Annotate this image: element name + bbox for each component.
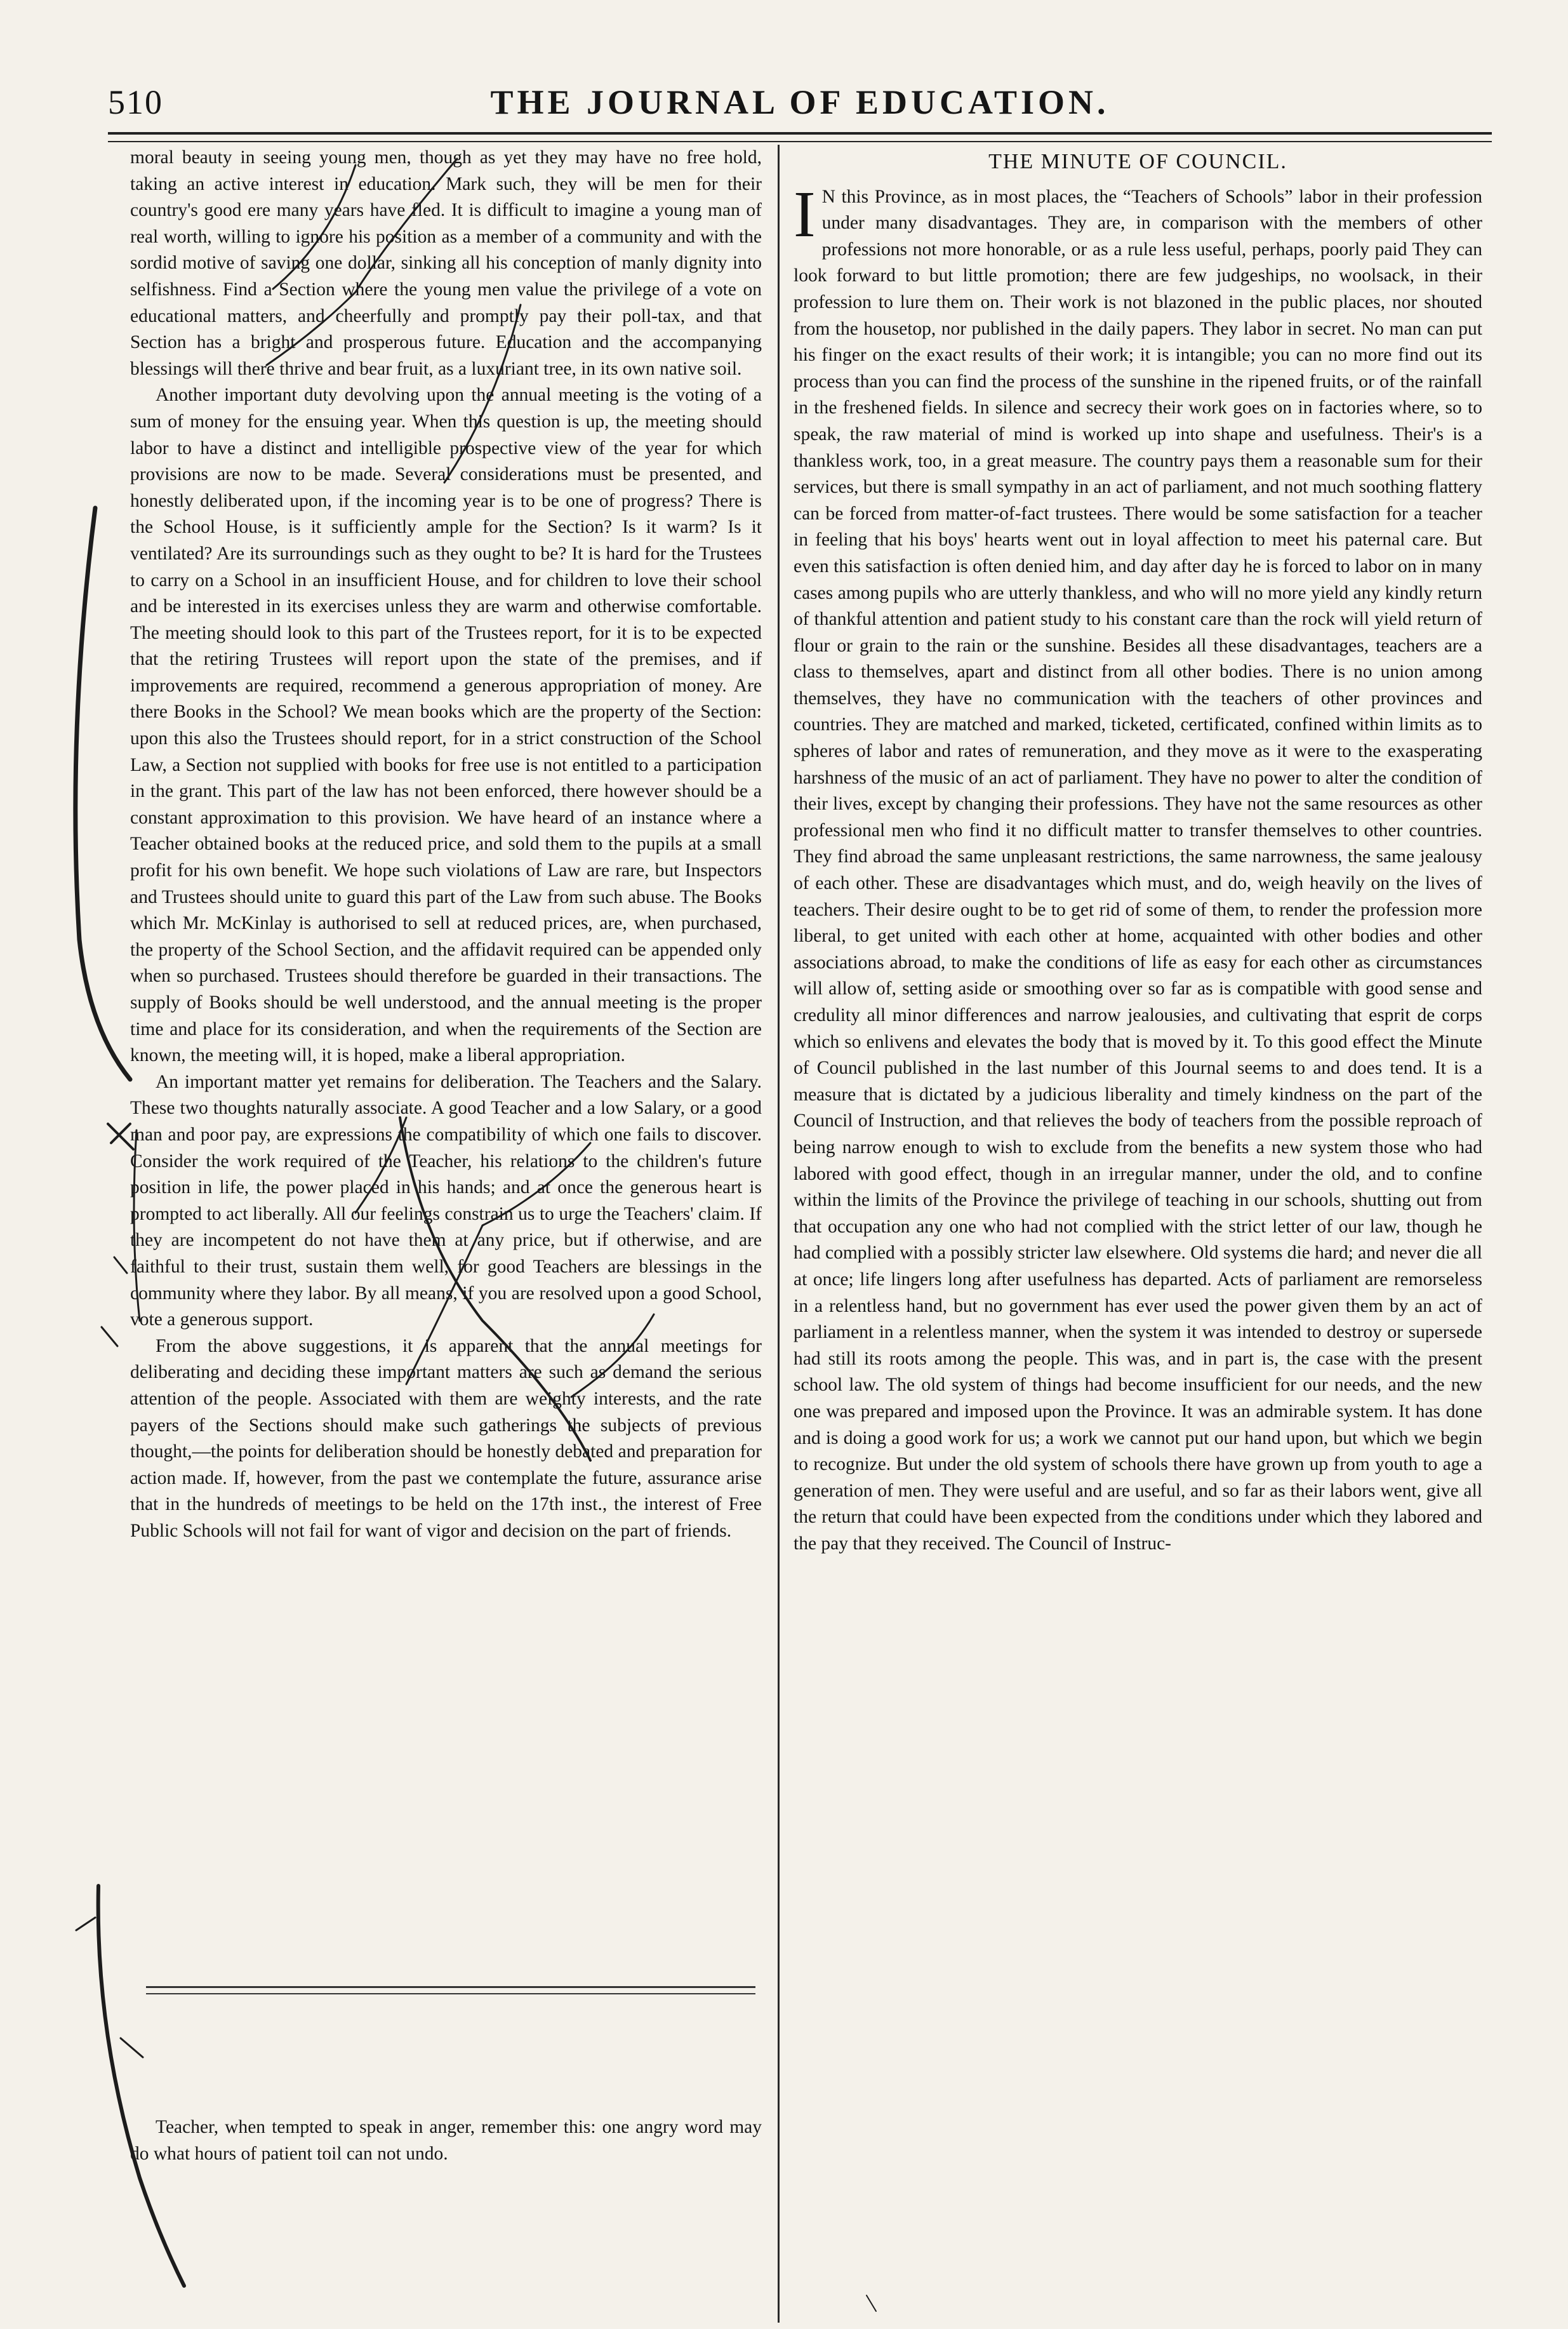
article-end-rule	[146, 1986, 755, 1994]
right-column	[794, 145, 1482, 1557]
article-paragraph: An important matter yet remains for deliberation. The Teachers and the Salary. These two thoughts naturally associate. A good Teacher and a low Salary, or a good man and poor pay, are expressions the compatibility of which one fails to discover. Consider the work required of the Teacher, his relations to the children's future position in life, the power placed in his hands; and at once the generous heart is prompted to act liberally. All our feelings constrain us to urge the Teachers' claim. If they are incompetent do not have them at any price, but if otherwise, and are faithful to their trust, sustain them well, for good Teachers are blessings in the community where they labor. By all means, if you are resolved upon a good School, vote a generous support.	[130, 1071, 762, 1330]
article-paragraph: moral beauty in seeing young men, though as yet they may have no free hold, taking an active interest in education. Mark such, they will be men for their country's good ere many years have fled. It is difficult to imagine a young man of real worth, willing to ignore his position as a member of a community and with the sordid motive of saving one dollar, sinking all his conception of manly dignity into selfishness. Find a Section where the young men value the privilege of a vote on educational matters, and cheerfully and promptly pay their poll-tax, and that Section has a bright and prosperous future. Education and the accompanying blessings will there thrive and bear fruit, as a luxuriant tree, in its own native soil.	[130, 147, 762, 379]
column-divider	[778, 145, 780, 2323]
article-paragraph: From the above suggestions, it is apparent that the annual meetings for deliberating and deciding these important matters are such as demand the serious attention of the people. Associated with them are weighty interests, and the rate payers of the Sections should make such gatherings the subjects of previous thought,—the points for deliberation should be honestly debated and preparation for action made. If, however, from the past we contemplate the future, assurance arise that in the hundreds of meetings to be held on the 17th inst., the interest of Free Public Schools will not fail for want of vigor and decision on the part of friends.	[130, 1335, 762, 1541]
left-column	[130, 145, 762, 1544]
dropcap-letter: I	[794, 177, 816, 251]
journal-title: THE JOURNAL OF EDUCATION.	[490, 83, 1110, 121]
footnote-text: Teacher, when tempted to speak in anger, remember this: one angry word may do what hours of patient toil can not undo.	[130, 2117, 762, 2164]
article-paragraph: Another important duty devolving upon the annual meeting is the voting of a sum of money for the ensuing year. When this question is up, the meeting should labor to have a distinct and intelligible prospective view of the year for which provisions are now to be made. Several considerations must be presented, and honestly deliberated upon, if the incoming year is to be one of progress? There is the School House, is it sufficiently ample for the Section? Is it warm? Is it ventilated? Are its surroundings such as they ought to be? It is hard for the Trustees to carry on a School in an insufficient House, and for children to love their school and be interested in its exercises unless they are warm and otherwise comfortable. The meeting should look to this part of the Trustees report, for it is to be expected that the retiring Trustees will report upon the state of the premises, and if improvements are required, recommend a generous appropriation of money. Are there Books in the School? We mean books which are the property of the Section: upon this also the Trustees should report, for in a strict construction of the School Law, a Section not supplied with books for free use is not entitled to a participation in the grant. This part of the law has not been enforced, there however should be a constant approximation to this provision. We have heard of an instance where a Teacher obtained books at the reduced price, and sold them to the pupils at a small profit for his own benefit. We hope such violations of Law are rare, but Inspectors and Trustees should unite to guard this part of the Law from such abuse. The Books which Mr. McKinlay is authorised to sell at reduced prices, are, when purchased, the property of the School Section, and the affidavit required can be appended only when so purchased. Trustees should therefore be guarded in their transactions. The supply of Books should be well understood, and the annual meeting is the proper time and place for its consideration, and when the requirements of the Section are known, the meeting will, it is hoped, make a liberal appropriation.	[130, 385, 762, 1066]
section-title: THE MINUTE OF COUNCIL.	[988, 150, 1287, 173]
article-paragraph	[794, 177, 1482, 1558]
page-header	[108, 77, 1492, 128]
header-rule	[108, 132, 1492, 142]
footnote	[130, 2114, 762, 2167]
page-number: 510	[108, 83, 163, 121]
article-paragraph-text: N this Province, as in most places, the “Teachers of Schools” labor in their profession under many disadvantages. They are, in comparison with the members of other professions not more honorable, or as a rule less useful, perhaps, poorly paid They can look forward to but little promotion; there are few judgeships, no woolsack, in their profession to lure them on. Their work is not blazoned in the public places, nor shouted from the housetop, nor published in the daily papers. They labor in secret. No man can put his finger on the exact results of their work; it is intangible; you can no more find out its process than you can find the process of the sunshine in the ripened fruits, or of the rainfall in the freshened fields. In silence and secrecy their work goes on in factories where, so to speak, the raw material of mind is worked up into shape and usefulness. Their's is a thankless work, too, in a great measure. The country pays them a reasonable sum for their services, but there is small sympathy in an act of parliament, and not much soothing flattery can be forced from matter-of-fact trustees. There would be some satisfaction for a teacher in feeling that his boys' hearts went out in loyal affection to meet his paternal care. But even this satisfaction is often denied him, and day after day he is forced to labor on in many cases among pupils who are utterly thankless, and who will no more yield any kindly return of thankful attention and patient study to his constant care than the rock will yield return of flour or grain to the rain or the sunshine. Besides all these disadvantages, teachers are a class to themselves, apart and distinct from all other bodies. There is no union among themselves, they have no communication with the teachers of other provinces and countries. They are matched and marked, ticketed, certificated, confined within limits as to spheres of labor and rates of remuneration, and they move as it were to the exasperating harshness of the music of an act of parliament. They have no power to alter the condition of their lives, except by changing their professions. They have not the same resources as other professional men who find it no difficult matter to transfer themselves to other countries. They find abroad the same unpleasant restrictions, the same narrowness, the same jealousy of each other. These are disadvantages which must, and do, weigh heavily on the lives of teachers. Their desire ought to be to get rid of some of them, to render the profession more liberal, to get united with each other at home, acquainted with other bodies and other associations abroad, to make the conditions of life as easy for each other as circumstances will allow of, setting aside or smoothing over so far as is compatible with good sense and credulity all minor differences and narrow jealousies, and cultivating that esprit de corps which so enlivens and elevates the body that is moved by it. To this good effect the Minute of Council published in the last number of this Journal seems to and does tend. It is a measure that is dictated by a judicious liberality and timely kindness on the part of the Council of Instruction, and that relieves the body of teachers from the possible reproach of being narrow enough to wish to exclude from the benefits a new system those who had labored with good effect, though in an irregular manner, under the old, and to confine within the limits of the Province the privilege of teaching in our schools, shutting out from that occupation any one who had not complied with the strict letter of our law, though he had complied with a possibly stricter law elsewhere. Old systems die hard; and never die all at once; life lingers long after usefulness has departed. Acts of parliament are remorseless in a relentless hand, but no government has ever used the power given them by an act of parliament in a relentless manner, when the system it was intended to destroy or supersede had still its roots among the people. This was, and in part is, the case with the present school law. The old system of things had become insufficient for our needs, and the new one was prepared and imposed upon the Province. It was an admirable system. It has done and is doing a good work for us; a work we cannot put our hand upon, but which we begin to recognize. But under the old system of schools there have grown up from youth to age a generation of men. They were useful and are useful, and so far as their labors went, give all the return that could have been expected from the conditions under which they labored and the pay that they received. The Council of Instruc-	[794, 186, 1482, 1554]
